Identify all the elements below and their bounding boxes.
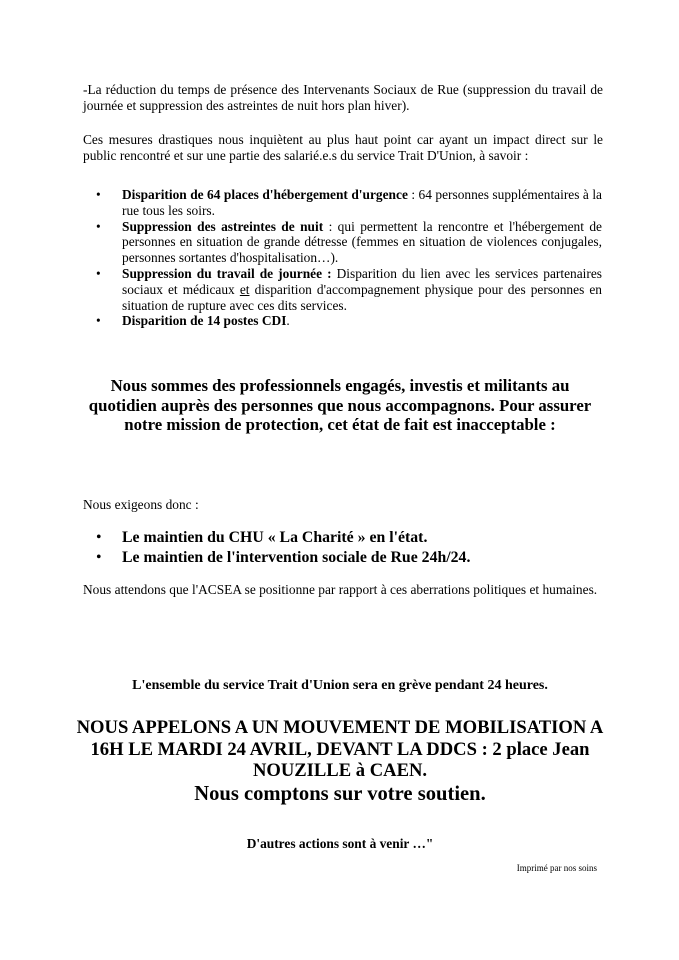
impact-text: . [286,313,290,329]
impact-title: Suppression des astreintes de nuit [122,218,324,234]
bullet-icon: • [96,265,101,281]
statement-heading: Nous sommes des professionnels engagés, investis et militants au quotidien auprès des personnes que nous accompagnons. Pour assurer notre mission de protection, cet état de fait est inacceptable : [88,376,592,435]
impact-list [96,187,602,329]
list-item [96,187,602,219]
list-item [96,266,602,313]
demand-text: Le maintien du CHU « La Charité » en l'état. [122,529,428,546]
demands-list [96,528,602,568]
demand-text: Le maintien de l'intervention sociale de Rue 24h/24. [122,549,471,566]
demand-intro: Nous exigeons donc : [83,497,199,512]
concern-paragraph: Ces mesures drastiques nous inquiètent au plus haut point car ayant un impact direct sur le public rencontré et sur une partie des salarié.e.s du service Trait D'Union, à savoir : [83,132,603,164]
impact-text: Disparition du lien avec les services partenaires sociaux et médicaux [122,265,602,297]
list-item [96,528,602,548]
call-text: NOUS APPELONS A UN MOUVEMENT DE MOBILISATION A 16H LE MARDI 24 AVRIL, DEVANT LA DDCS : 2 place Jean NOUZILLE à CAEN. [76,717,604,781]
bullet-icon: • [96,313,101,329]
support-text: Nous comptons sur votre soutien. [194,782,486,805]
impact-title: Suppression du travail de journée : [122,265,332,281]
impact-title: Disparition de 14 postes CDI [122,313,287,329]
printed-note: Imprimé par nos soins [516,863,597,873]
bullet-icon: • [96,218,101,234]
list-item [96,548,602,568]
bullet-icon: • [96,187,101,202]
impact-text: : qui permettent la rencontre et l'hébergement de personnes en situation de grande détresse (femmes en situation de violences conjugales, personnes sortantes d'hospitalisation…). [122,218,602,266]
list-item [96,313,602,329]
impact-text-underlined: et [239,281,250,297]
bullet-icon: • [96,549,102,566]
more-actions-text: D'autres actions sont à venir …" [246,836,434,851]
mobilisation-call [60,717,620,806]
impact-text: disparition d'accompagnement physique pour des personnes en situation de rupture avec ces dits services. [122,281,602,313]
bullet-icon: • [96,529,102,546]
acsea-paragraph: Nous attendons que l'ACSEA se positionne par rapport à ces aberrations politiques et humaines. [83,582,598,597]
impact-text: : 64 personnes supplémentaires à la rue tous les soirs. [122,187,602,218]
list-item [96,219,602,266]
strike-notice: L'ensemble du service Trait d'Union sera en grève pendant 24 heures. [132,678,548,693]
impact-title: Disparition de 64 places d'hébergement d'urgence [122,187,408,202]
intro-paragraph: -La réduction du temps de présence des Intervenants Sociaux de Rue (suppression du travail de journée et suppression des astreintes de nuit hors plan hiver). [83,82,603,114]
